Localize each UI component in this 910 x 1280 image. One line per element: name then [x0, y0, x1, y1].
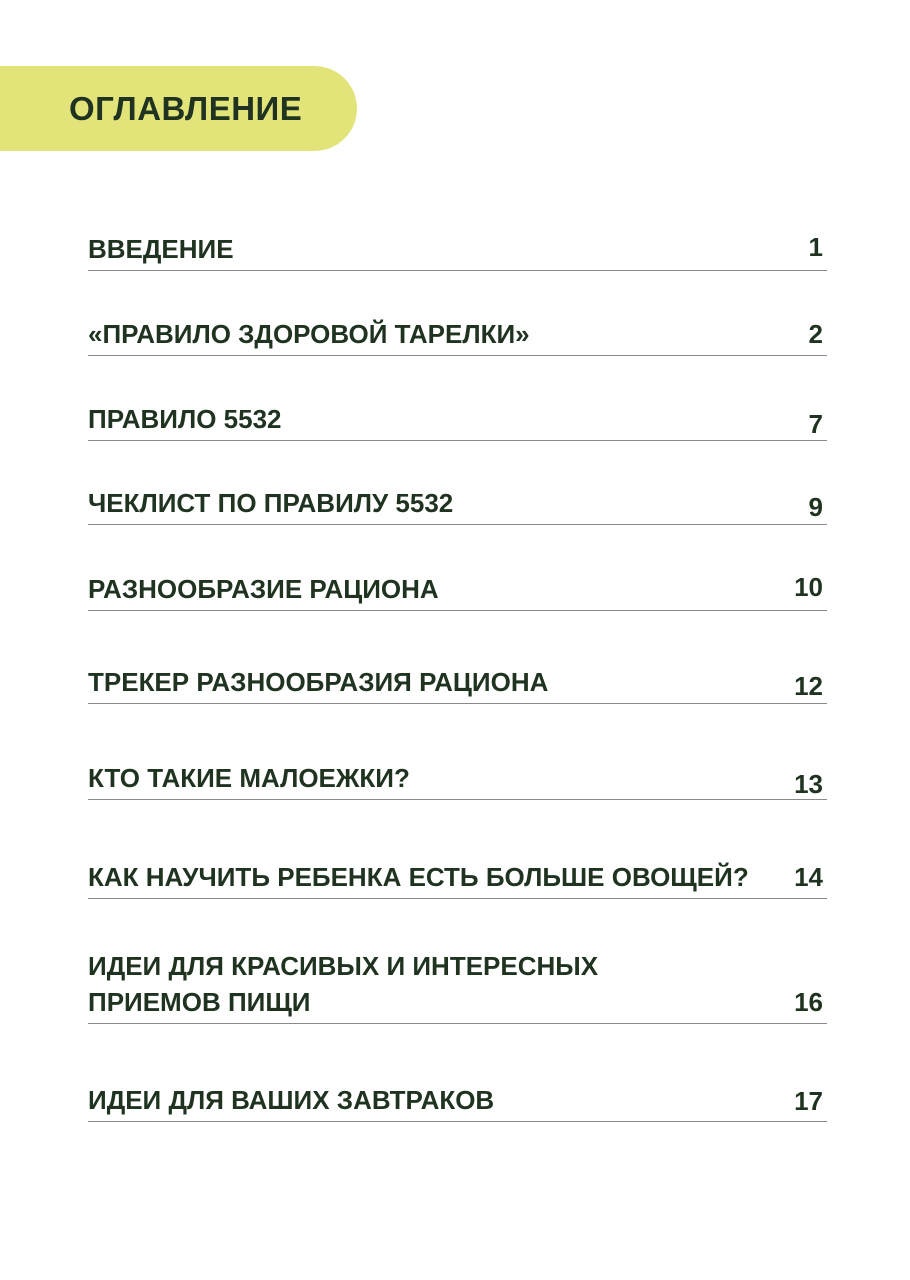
- toc-item-meal-ideas[interactable]: [88, 945, 827, 1024]
- page-title: ОГЛАВЛЕНИЕ: [69, 90, 303, 127]
- toc-item-rule-5532[interactable]: [88, 390, 827, 441]
- toc-item-label: ПРАВИЛО 5532: [88, 404, 282, 434]
- toc-item-label: ИДЕИ ДЛЯ ВАШИХ ЗАВТРАКОВ: [88, 1085, 495, 1115]
- toc-item-page: 14: [794, 862, 823, 892]
- toc-item-label: КТО ТАКИЕ МАЛОЕЖКИ?: [88, 763, 410, 793]
- toc-item-introduction[interactable]: [88, 220, 827, 271]
- toc-item-label: ЧЕКЛИСТ ПО ПРАВИЛУ 5532: [88, 488, 454, 518]
- toc-item-checklist-5532[interactable]: [88, 475, 827, 525]
- toc-item-label: ТРЕКЕР РАЗНООБРАЗИЯ РАЦИОНА: [88, 667, 549, 697]
- toc-item-breakfast-ideas[interactable]: [88, 1075, 827, 1122]
- toc-item-page: 2: [808, 319, 823, 349]
- toc-item-label-line2: ПРИЕМОВ ПИЩИ: [88, 987, 311, 1017]
- toc-item-healthy-plate[interactable]: [88, 300, 827, 356]
- toc-item-diet-variety[interactable]: [88, 560, 827, 611]
- toc-item-diet-tracker[interactable]: [88, 655, 827, 704]
- toc-item-more-vegetables[interactable]: [88, 845, 827, 899]
- toc-item-page: 1: [808, 232, 823, 262]
- toc-item-page: 13: [794, 769, 823, 799]
- toc-item-label: «ПРАВИЛО ЗДОРОВОЙ ТАРЕЛКИ»: [88, 319, 530, 349]
- toc-item-page: 9: [808, 492, 823, 522]
- toc-item-label: РАЗНООБРАЗИЕ РАЦИОНА: [88, 574, 439, 604]
- toc-item-label-line1: ИДЕИ ДЛЯ КРАСИВЫХ И ИНТЕРЕСНЫХ: [88, 951, 599, 981]
- toc-item-page: 12: [794, 671, 823, 701]
- toc-item-page: 7: [808, 409, 823, 439]
- toc-item-label: ВВЕДЕНИЕ: [88, 234, 234, 264]
- toc-item-page: 17: [794, 1086, 823, 1116]
- toc-item-picky-eaters[interactable]: [88, 750, 827, 800]
- toc-item-label: КАК НАУЧИТЬ РЕБЕНКА ЕСТЬ БОЛЬШЕ ОВОЩЕЙ?: [88, 862, 749, 892]
- toc-item-page: 10: [794, 572, 823, 602]
- toc-item-page: 16: [794, 987, 823, 1017]
- title-banner: [0, 66, 357, 151]
